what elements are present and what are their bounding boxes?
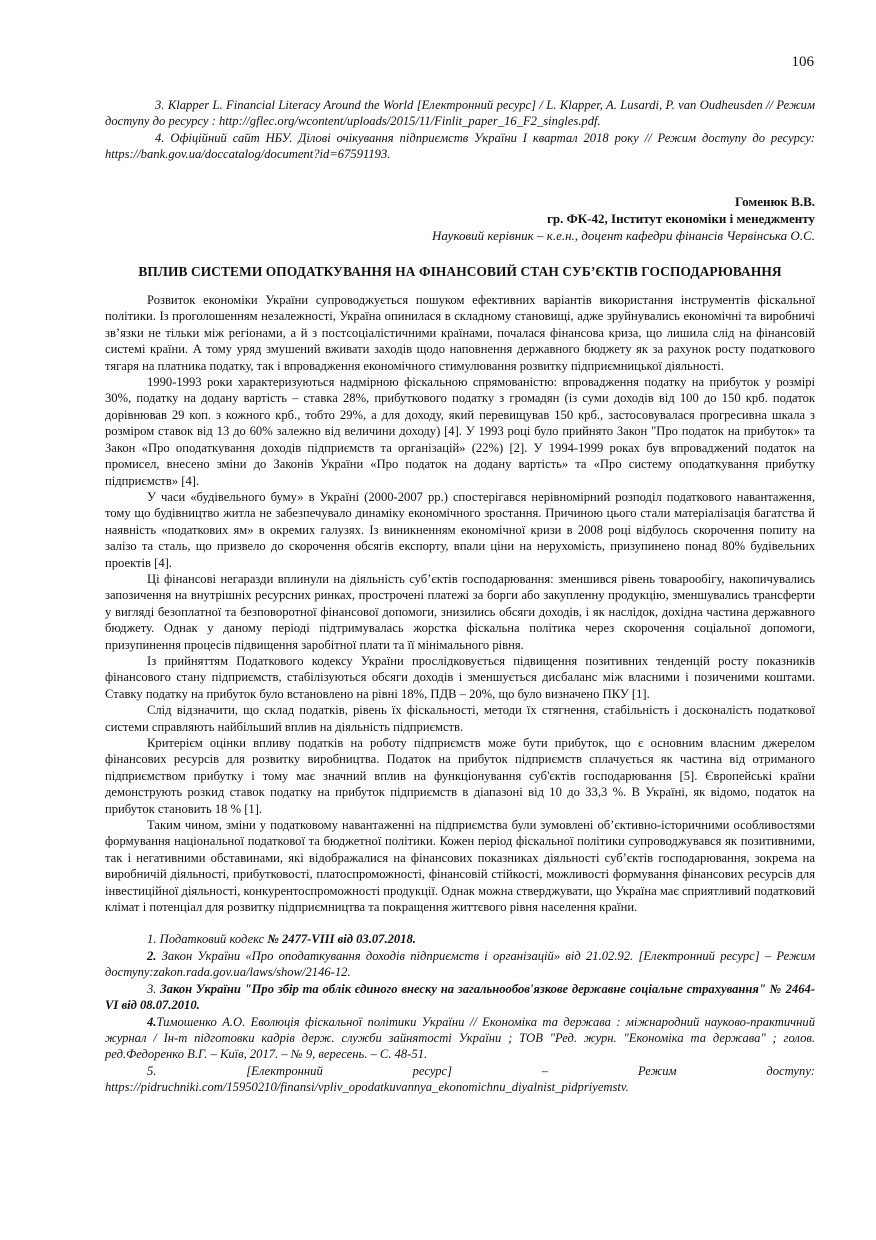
reference-line — [105, 1063, 815, 1079]
reference-item — [105, 981, 815, 1014]
reference-number: 4. — [147, 1014, 157, 1029]
paragraph: 1990-1993 роки характеризуються надмірною фіскальною спрямованістю: впровадження податку на прибуток у розмірі 30%, податку на додану вартість – ставка 28%, прибуткового податку з громадян (із суми доходів від 100 до 150 крб. податок дорівнював 29 коп. з кожного крб., тобто 29%, а для доходу, який перевищував 150 крб., застосовувалася прогресивна шкала з розміром ставок від 13 до 60% залежно від величини доходу) [4]. У 1993 році було прийнято Закон "Про податок на прибуток» та Закон «Про оподаткування доходів підприємств та організацій» (22%) [2]. У 1994-1999 роках був впроваджений податок на промисел, внесено зміни до Законів України «Про податок на додану вартість» та «Про систему оподаткування прибутку підприємств» [4]. — [105, 375, 815, 488]
author-name: Гоменюк В.В. — [734, 193, 815, 209]
paragraph: Розвиток економіки України супроводжується пошуком ефективних варіантів використання інструментів фіскальної політики. Із проголошенням незалежності, Україна опинилася в складному становищі, адже зруйнувались економічні та виробничі зв’язки не тільки між регіонами, а й з постсоціалістичними країнами, почалася фінансова криза, що лишила слід на фінансовій системі країни. А тому уряд змушений вживати заходів щодо наповнення державного бюджету як за рахунок росту податкового тягаря на платника податку, так і впровадження економічного стимулювання розвитку підприємницької діяльності. — [105, 293, 815, 373]
reference-number: 3. — [147, 981, 161, 996]
reference-item — [105, 948, 815, 981]
paragraph: Ці фінансові негаразди вплинули на діяльність суб’єктів господарювання: зменшився рівень товарообігу, накопичувались запозичення на внутрішніх ресурсних ринках, прострочені платежі за борги або закупленну продукцію, зменшувались трансферти у вигляді безоплатної та безповоротної фінансової допомоги, знизились обсяги доходів, і як наслідок, дохідна частина державного бюджету. Однак у даному періоді підтримувалась жорстка фіскальна політика через скорочення соціальної допомоги, призупинення процесів підвищення заробітної плати та її мінімального рівня. — [105, 571, 815, 652]
paragraph: Із прийняттям Податкового кодексу України прослідковується підвищення позитивних тенденцій росту показників фінансового стану підприємств, стабілізуються обсяги доходів і зменшується дисбаланс між власними і позиченими коштами. Ставку податку на прибуток було встановлено на рівні 18%, ПДВ – 20%, що було визначено ПКУ [1]. — [105, 653, 815, 701]
author-block — [105, 193, 815, 244]
reference-word: – — [541, 1063, 549, 1078]
paragraph: Таким чином, зміни у податковому навантаженні на підприємства були зумовлені об’єктивно-історичними особливостями формування національної податкової та бюджетної політики. Кожен період фіскальної політики супроводжувався як позитивними, так і негативними обставинами, які відображалися на фінансових показниках діяльності суб’єктів господарювання, зокрема на виробничій діяльності, прибутковості, платоспроможності, фінансовій стійкості, можливості формування фінансових ресурсів для інвестиційної діяльності, конкурентоспроможності продукції. Однак можна стверджувати, що Україна має сприятливий податковий клімат і потенціал для розвитку підприємництва та покращення життєвого рівня населення країни. — [105, 818, 815, 915]
author-group: гр. ФК-42, Інститут економіки і менеджменту — [546, 210, 815, 226]
reference-item: 3. Klapper L. Financial Literacy Around the World [Електронний ресурс] / L. Klapper, A. Lusardi, P. van Oudheusden // Режим доступу до ресурсу : http://gflec.org/wcontent/uploads/2015/11/Finlit_paper_16_F2_singles.pdf. — [105, 98, 815, 129]
paragraph: Критерієм оцінки впливу податків на роботу підприємств може бути прибуток, що є основним власним джерелом фінансових ресурсів для розвитку виробництва. Податок на прибуток підприємств сплачується як частина від отриманого підприємством прибутку і тому має значний вплив на функціонування суб'єктів господарювання [5]. Європейські країни демонструють розкид ставок податку на прибуток підприємств в діапазоні від 10 до 33,3 %. В Україні, як відомо, податок на прибуток становить 18 % [1]. — [105, 736, 815, 816]
reference-number: 5. — [147, 1063, 157, 1078]
reference-word: доступу: — [766, 1063, 815, 1078]
page-number: 106 — [791, 54, 814, 70]
reference-bold-text: № 2477-VIII від 03.07.2018. — [267, 932, 416, 947]
reference-number: 2. — [147, 948, 157, 963]
article-title: ВПЛИВ СИСТЕМИ ОПОДАТКУВАННЯ НА ФІНАНСОВИЙ СТАН СУБ’ЄКТІВ ГОСПОДАРЮВАННЯ — [138, 263, 782, 279]
reference-item — [105, 1063, 815, 1096]
reference-item — [105, 1014, 815, 1063]
author-supervisor: Науковий керівник – к.е.н., доцент кафедри фінансів Червінська О.С. — [431, 227, 815, 243]
top-references — [105, 97, 815, 163]
reference-word: ресурс] — [412, 1063, 453, 1078]
reference-text: Закон України «Про оподаткування доходів підприємств і організацій» від 21.02.92. [Електронний ресурс] – Режим доступу:zakon.rada.gov.ua/laws/show/2146-12. — [105, 948, 815, 980]
reference-text: Тимошенко А.О. Еволюція фіскальної політики України // Економіка та держава : міжнародний науково-практичний журнал / Ін-т підготовки кадрів держ. служби зайнятості України ; ТОВ "Ред. журн. "Економіка та держава" ; голов. ред.Федоренко В.Г. – Київ, 2017. – № 9, вересень. – С. 48-51. — [105, 1014, 815, 1062]
reference-item — [105, 931, 815, 947]
paragraph: Слід відзначити, що склад податків, рівень їх фіскальності, методи їх стягнення, стабільність і досконалість податкової системи справляють найбільший вплив на діяльність підприємств. — [105, 703, 815, 734]
references-list — [105, 931, 815, 1095]
reference-bold-text: Закон України "Про збір та облік єдиного внеску на загальнообов'язкове державне соціальне страхування" № 2464-VI від 08.07.2010. — [105, 981, 816, 1013]
reference-item: 4. Офіційний сайт НБУ. Ділові очікування підприємств України І квартал 2018 року // Режим доступу до ресурсу: https://bank.gov.ua/doccatalog/document?id=67591193. — [105, 130, 815, 162]
reference-word: Режим — [638, 1063, 677, 1078]
page-content — [105, 97, 815, 1096]
article-body — [105, 292, 815, 915]
reference-text: 1. Податковий кодекс — [147, 932, 268, 947]
reference-url: https://pidruchniki.com/15950210/finansi/vpliv_opodatkuvannya_ekonomichnu_diyalnist_pidpriyemstv. — [105, 1080, 629, 1095]
paragraph: У часи «будівельного буму» в Україні (2000-2007 рр.) спостерігався нерівномірний розподіл податкового навантаження, тому що будівництво житла не забезпечувало динаміку економічного зростання. Причиною цього стали матеріалізація багатства й наявність «податкових ям» в окремих галузях. Із виникненням економічної кризи в 2008 році відбулось скорочення попиту на залізо та сталь, що призвело до скорочення обсягів експорту, впали ціни на нерухомість, призупинено понад 80% будівельних проектів [4]. — [105, 489, 815, 570]
reference-word: [Електронний — [246, 1063, 323, 1078]
